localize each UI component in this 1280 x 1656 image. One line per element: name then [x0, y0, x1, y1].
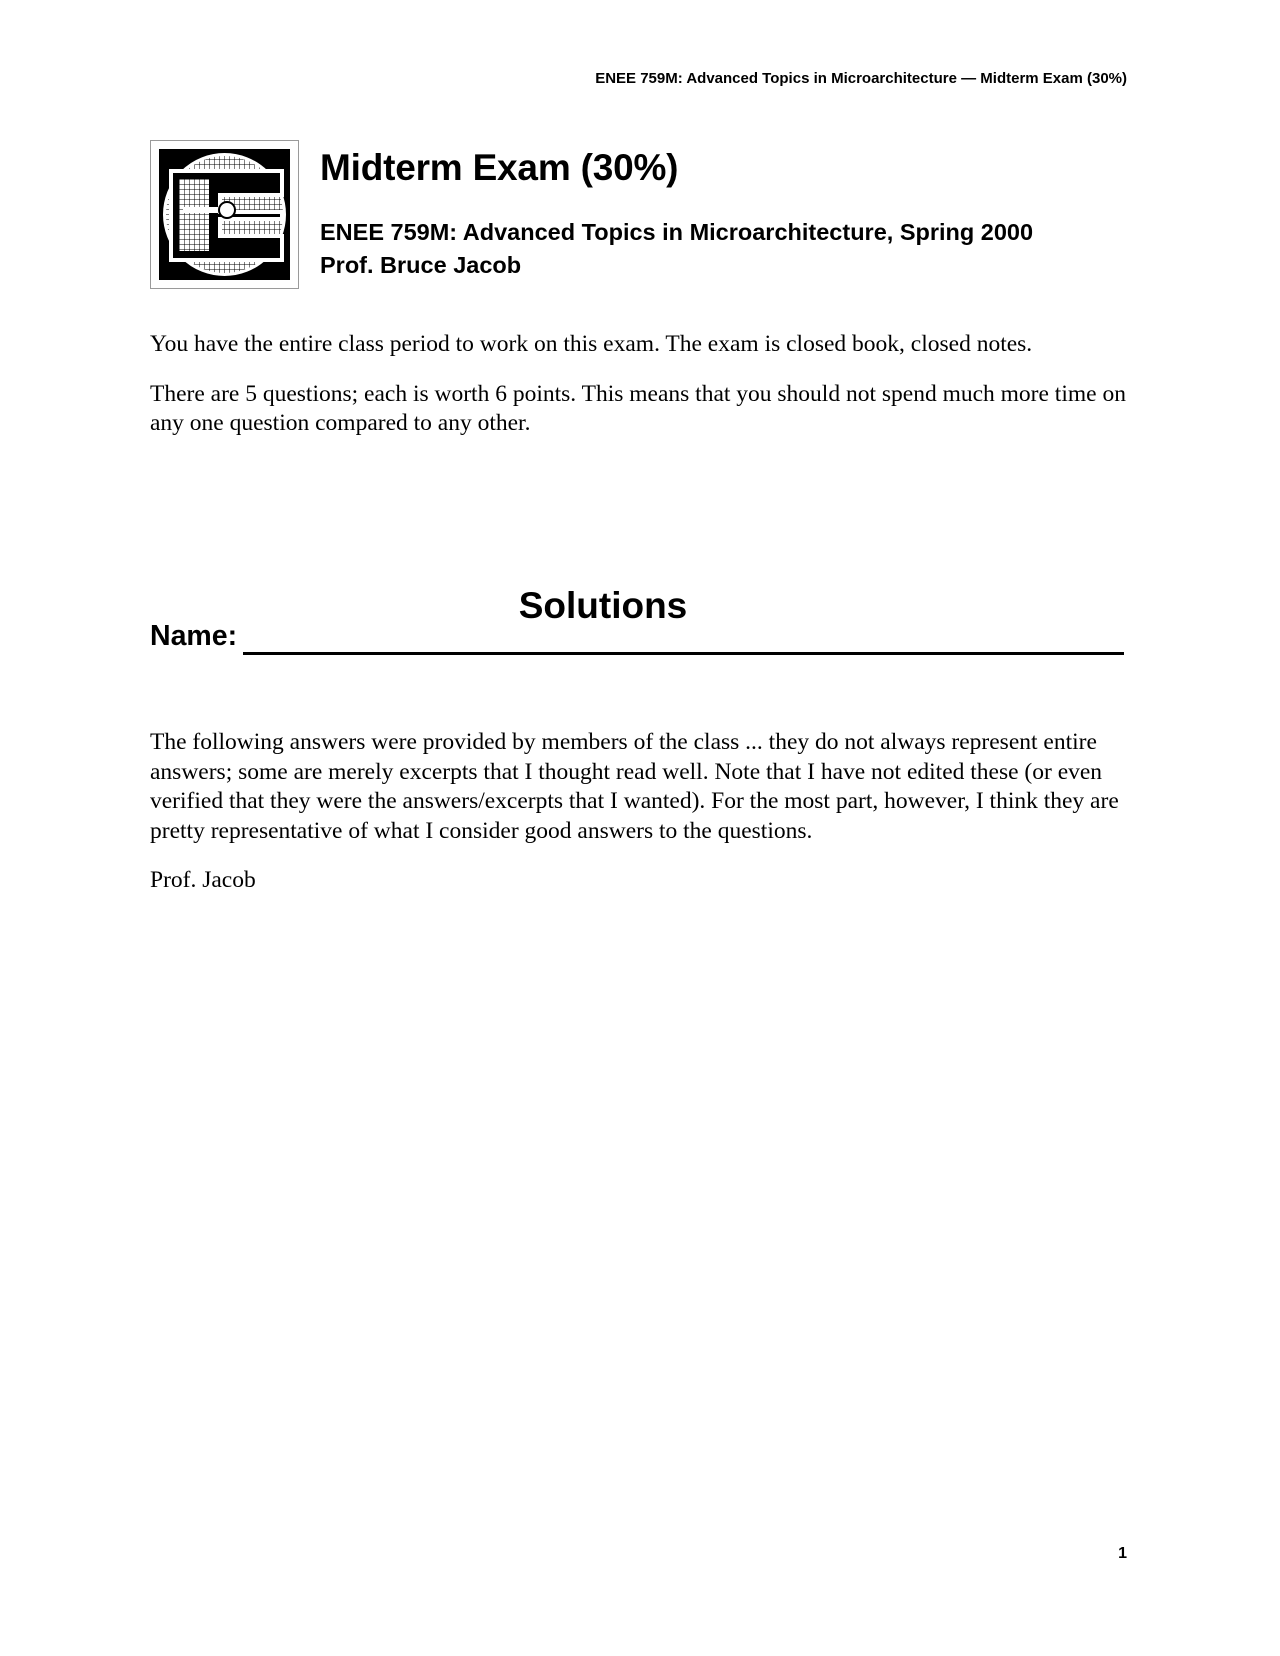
- course-info: [320, 216, 1033, 282]
- solutions-heading: Solutions: [518, 585, 688, 626]
- name-label: Name:: [150, 620, 238, 652]
- exam-instructions: [150, 330, 1140, 459]
- department-logo: [150, 140, 299, 289]
- page-title: Midterm Exam (30%): [320, 147, 679, 188]
- name-field: [150, 620, 1124, 660]
- running-header: ENEE 759M: Advanced Topics in Microarchitecture — Midterm Exam (30%): [595, 70, 1127, 87]
- notes-signature: Prof. Jacob: [150, 867, 256, 893]
- instruction-paragraph: You have the entire class period to work on this exam. The exam is closed book, closed notes.: [150, 331, 1033, 357]
- notes-paragraph: The following answers were provided by members of the class ... they do not always represent entire answers; some are merely excerpts that I thought read well. Note that I have not edited these (or even verified that they were the answers/excerpts that I wanted). For the most part, however, I think they are pretty representative of what I consider good answers to the questions.: [150, 729, 1119, 844]
- name-underline: [243, 652, 1124, 655]
- course-name: ENEE 759M: Advanced Topics in Microarchitecture, Spring 2000: [320, 219, 1034, 245]
- instructor-name: Prof. Bruce Jacob: [320, 252, 522, 278]
- enee-logo-icon: [159, 149, 290, 280]
- solution-notes: [150, 728, 1140, 916]
- page-number: 1: [1118, 1545, 1127, 1562]
- instruction-paragraph: There are 5 questions; each is worth 6 points. This means that you should not spend much more time on any one question compared to any other.: [150, 380, 1126, 436]
